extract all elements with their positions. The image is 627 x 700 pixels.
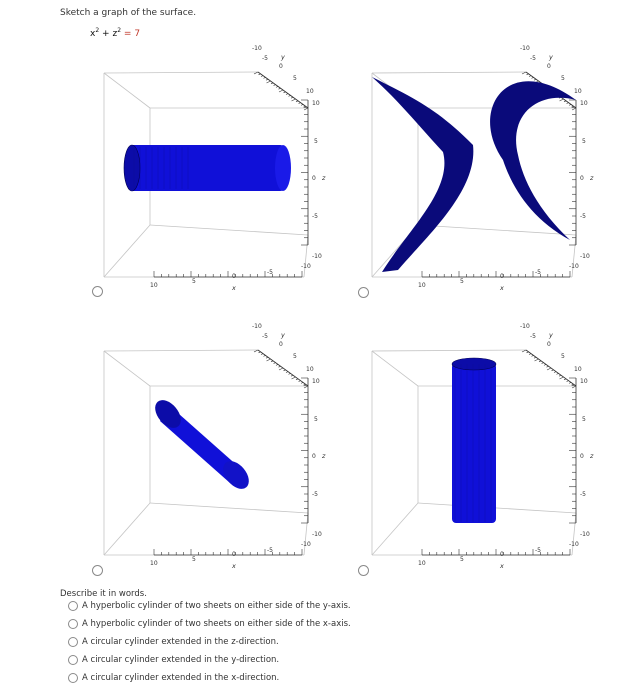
eq-plus: + (102, 29, 110, 39)
y-tick (301, 382, 303, 383)
y-tick (547, 366, 549, 367)
y-tick (299, 103, 301, 104)
y-tick (564, 379, 566, 380)
y-tick-label: 0 (547, 341, 551, 348)
y-tick-label: -5 (262, 333, 268, 340)
describe-option-4-label: A circular cylinder extended in the y-direction. (82, 655, 280, 665)
y-tick (532, 77, 534, 78)
x-tick-label: -5 (535, 269, 541, 276)
y-tick (274, 363, 276, 364)
box-edge (150, 225, 308, 235)
y-tick (544, 364, 546, 365)
y-tick (532, 355, 534, 356)
eq-z-exponent: 2 (117, 27, 122, 34)
y-tick (299, 381, 301, 382)
y-tick (279, 90, 283, 92)
x-tick-label: -10 (301, 263, 311, 270)
y-tick-label: -5 (530, 333, 536, 340)
y-tick (264, 77, 266, 78)
z-tick-label: 0 (312, 175, 316, 182)
y-tick-label: 5 (293, 75, 297, 82)
y-tick (261, 354, 263, 355)
x-tick-label: 10 (418, 282, 426, 289)
z-tick-label: -10 (580, 531, 590, 538)
y-tick-label: -10 (252, 45, 262, 52)
eq-x-exponent: 2 (95, 27, 100, 34)
box-edge (104, 72, 258, 73)
y-tick (567, 103, 569, 104)
y-tick-label: 10 (574, 88, 582, 95)
plot-choice-2-radio[interactable] (358, 287, 369, 298)
y-axis-label: y (281, 53, 285, 61)
describe-option-1[interactable] (68, 601, 351, 613)
y-tick (534, 79, 536, 80)
y-tick (547, 368, 551, 370)
z-tick-label: -10 (312, 531, 322, 538)
x-tick-label: -10 (569, 263, 579, 270)
cylinder-end-cap (452, 358, 496, 370)
box-edge (572, 513, 576, 555)
cylinder-body (452, 363, 496, 523)
z-tick-label: -10 (580, 253, 590, 260)
describe-option-3-label: A circular cylinder extended in the z-direction. (82, 637, 279, 647)
z-tick-label: 10 (312, 100, 320, 107)
y-tick (557, 373, 559, 374)
y-tick (539, 361, 541, 362)
y-tick (529, 354, 531, 355)
x-tick-label: -10 (569, 541, 579, 548)
x-axis-label: x (500, 284, 504, 292)
y-tick (289, 95, 291, 96)
box-edge (104, 225, 150, 277)
surface-equation (90, 27, 140, 39)
y-tick (527, 352, 529, 353)
describe-option-4-radio[interactable] (68, 655, 78, 665)
x-tick-label: 5 (192, 278, 196, 285)
box-edge (304, 235, 308, 277)
describe-option-5[interactable] (68, 673, 279, 685)
eq-x: x (90, 29, 96, 39)
y-tick (259, 74, 261, 75)
question-prompt: Sketch a graph of the surface. (60, 8, 197, 18)
describe-option-3[interactable] (68, 637, 279, 649)
y-tick (291, 97, 293, 98)
y-tick (276, 364, 278, 365)
z-tick-label: 5 (582, 138, 586, 145)
y-tick (292, 377, 296, 379)
y-tick (301, 104, 303, 105)
describe-option-1-radio[interactable] (68, 601, 78, 611)
y-tick-label: 0 (279, 341, 283, 348)
z-axis-label: z (590, 174, 594, 182)
box-edge (372, 351, 418, 386)
cylinder-body (128, 145, 286, 191)
box-edge (104, 350, 258, 351)
box-edge (104, 351, 150, 386)
x-axis-label: x (500, 562, 504, 570)
cylinder-end-cap (275, 145, 291, 191)
z-tick-label: -5 (312, 491, 318, 498)
eq-rhs-value: 7 (134, 29, 141, 39)
box-edge (372, 503, 418, 555)
x-tick-label: -5 (535, 547, 541, 554)
z-tick-label: -5 (580, 213, 586, 220)
y-tick (284, 370, 286, 371)
plot-choice-3 (90, 318, 330, 578)
x-tick-label: 10 (418, 560, 426, 567)
box-edge (372, 72, 526, 73)
z-tick-label: 5 (314, 138, 318, 145)
eq-equals: = (123, 29, 132, 39)
describe-option-3-radio[interactable] (68, 637, 78, 647)
plot-choice-1 (90, 40, 330, 300)
y-tick-label: 0 (279, 63, 283, 70)
y-tick (286, 372, 288, 373)
x-tick-label: 10 (150, 560, 158, 567)
describe-label: Describe it in words. (60, 589, 147, 599)
plot-choice-4-radio[interactable] (358, 565, 369, 576)
y-tick-label: -10 (252, 323, 262, 330)
y-tick-label: 5 (561, 353, 565, 360)
y-tick-label: -5 (262, 55, 268, 62)
box-edge (304, 513, 308, 555)
x-tick-label: 0 (232, 551, 236, 558)
y-tick-label: -10 (520, 45, 530, 52)
x-tick-label: 0 (500, 551, 504, 558)
y-tick (569, 382, 571, 383)
y-tick (279, 88, 281, 89)
z-tick-label: 0 (312, 453, 316, 460)
z-axis-label: z (590, 452, 594, 460)
z-tick-label: -10 (312, 253, 322, 260)
y-tick-label: -5 (530, 55, 536, 62)
plot-choice-3-radio[interactable] (92, 565, 103, 576)
y-tick-label: 5 (293, 353, 297, 360)
y-tick (569, 104, 571, 105)
y-tick-label: 5 (561, 75, 565, 82)
z-tick-label: 10 (580, 100, 588, 107)
y-tick (274, 85, 276, 86)
z-tick-label: 0 (580, 175, 584, 182)
plot-choice-2 (358, 40, 598, 300)
x-tick-label: -10 (301, 541, 311, 548)
z-axis-label: z (322, 452, 326, 460)
y-tick (266, 357, 268, 358)
plot-choice-4 (358, 318, 598, 578)
z-tick-label: 10 (312, 378, 320, 385)
y-tick (264, 355, 266, 356)
describe-option-4[interactable] (68, 655, 279, 667)
eq-z: z (112, 29, 118, 39)
y-axis-label: y (549, 331, 553, 339)
y-tick (296, 379, 298, 380)
hyperbolic-sheet-left (372, 77, 473, 272)
y-tick (267, 359, 271, 361)
describe-option-1-label: A hyperbolic cylinder of two sheets on either side of the y-axis. (82, 601, 351, 611)
z-tick-label: 10 (580, 378, 588, 385)
y-tick (289, 373, 291, 374)
y-tick (271, 361, 273, 362)
y-tick (271, 83, 273, 84)
x-tick-label: 5 (460, 556, 464, 563)
y-tick (267, 81, 271, 83)
y-tick (560, 99, 564, 101)
describe-option-2-radio[interactable] (68, 619, 78, 629)
describe-option-2[interactable] (68, 619, 351, 631)
z-tick-label: 5 (314, 416, 318, 423)
x-tick-label: 0 (500, 273, 504, 280)
y-axis-label: y (549, 53, 553, 61)
y-tick (261, 76, 263, 77)
y-tick-label: -10 (520, 323, 530, 330)
x-axis-label: x (232, 284, 236, 292)
z-axis-label: z (322, 174, 326, 182)
x-tick-label: -5 (267, 547, 273, 554)
y-tick (296, 101, 298, 102)
y-tick (279, 368, 283, 370)
y-tick (276, 86, 278, 87)
y-tick (534, 357, 536, 358)
y-tick-label: 10 (306, 366, 314, 373)
x-tick-label: 10 (150, 282, 158, 289)
cylinder-end-cap (124, 145, 140, 191)
y-tick (292, 99, 296, 101)
box-edge (104, 73, 150, 108)
describe-option-5-label: A circular cylinder extended in the x-direction. (82, 673, 280, 683)
y-tick (529, 76, 531, 77)
y-tick (535, 359, 539, 361)
y-axis-label: y (281, 331, 285, 339)
y-tick (564, 101, 566, 102)
box-edge (418, 503, 576, 513)
hyperbolic-sheet-right (490, 81, 576, 240)
z-tick-label: 5 (582, 416, 586, 423)
box-edge (572, 235, 576, 277)
y-tick (286, 94, 288, 95)
x-tick-label: -5 (267, 269, 273, 276)
x-tick-label: 5 (192, 556, 196, 563)
y-tick-label: 0 (547, 63, 551, 70)
x-axis-label: x (232, 562, 236, 570)
z-tick-label: -5 (312, 213, 318, 220)
z-tick-label: -5 (580, 491, 586, 498)
box-edge (372, 350, 526, 351)
y-tick (279, 366, 281, 367)
z-tick-label: 0 (580, 453, 584, 460)
y-tick (266, 79, 268, 80)
describe-option-2-label: A hyperbolic cylinder of two sheets on either side of the x-axis. (82, 619, 351, 629)
box-edge (150, 503, 308, 513)
y-tick-label: 10 (306, 88, 314, 95)
describe-option-5-radio[interactable] (68, 673, 78, 683)
y-tick (567, 381, 569, 382)
y-tick (284, 92, 286, 93)
y-tick-label: 10 (574, 366, 582, 373)
y-tick (259, 352, 261, 353)
y-tick (527, 74, 529, 75)
y-tick (560, 377, 564, 379)
y-tick (554, 372, 556, 373)
y-tick (291, 375, 293, 376)
plot-choice-1-radio[interactable] (92, 286, 103, 297)
y-tick (542, 363, 544, 364)
box-edge (104, 503, 150, 555)
x-tick-label: 5 (460, 278, 464, 285)
y-tick (552, 370, 554, 371)
y-tick (559, 375, 561, 376)
x-tick-label: 0 (232, 273, 236, 280)
